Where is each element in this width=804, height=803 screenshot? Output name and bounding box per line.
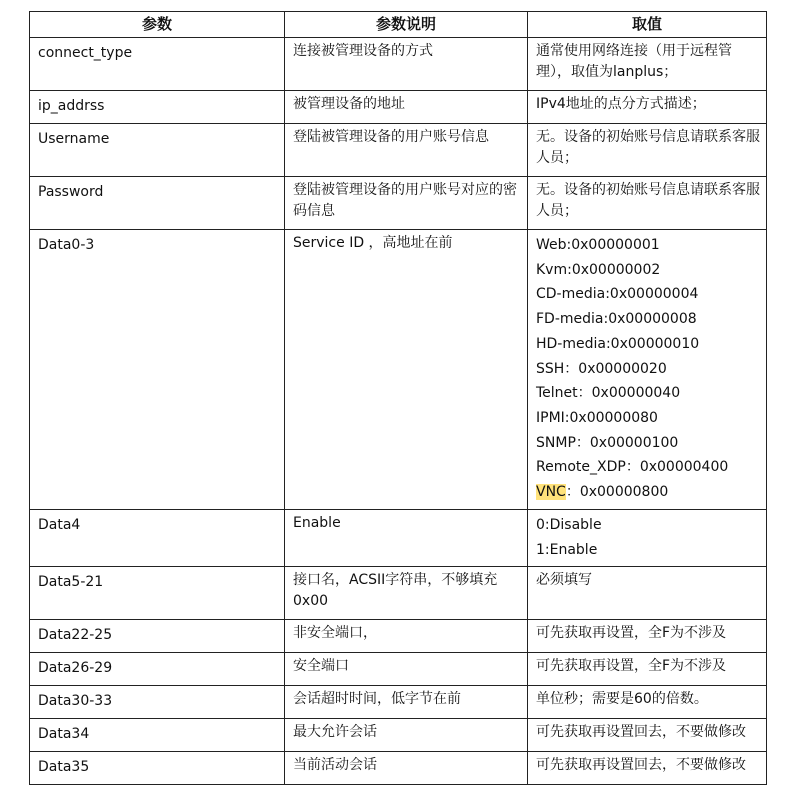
param-description: 当前活动会话 xyxy=(285,752,528,785)
service-id-value: SSH：0x00000020 xyxy=(536,360,667,377)
service-id-value: CD-media:0x00000004 xyxy=(536,286,699,303)
param-name: Password xyxy=(30,177,285,230)
header-param: 参数 xyxy=(30,12,285,38)
parameter-table xyxy=(29,11,767,785)
table-row xyxy=(30,686,767,719)
param-description: 登陆被管理设备的用户账号对应的密码信息 xyxy=(285,177,528,230)
service-id-value: FD-media:0x00000008 xyxy=(536,311,697,328)
table-row xyxy=(30,752,767,785)
param-value: 通常使用网络连接（用于远程管理），取值为lanplus； xyxy=(528,38,767,91)
service-id-value: IPMI:0x00000080 xyxy=(536,409,658,426)
table-row xyxy=(30,719,767,752)
param-description: Service ID ，高地址在前 xyxy=(285,230,528,510)
table-row xyxy=(30,38,767,91)
param-description: Enable xyxy=(285,510,528,567)
service-id-value: Kvm:0x00000002 xyxy=(536,261,661,278)
param-description: 安全端口 xyxy=(285,653,528,686)
header-description: 参数说明 xyxy=(285,12,528,38)
table-row xyxy=(30,230,767,510)
param-value: 可先获取再设置回去，不要做修改 xyxy=(528,752,767,785)
param-description: 连接被管理设备的方式 xyxy=(285,38,528,91)
param-value-list xyxy=(528,230,767,510)
param-value: IPv4地址的点分方式描述； xyxy=(528,91,767,124)
param-name: connect_type xyxy=(30,38,285,91)
table-row xyxy=(30,567,767,620)
param-description: 非安全端口， xyxy=(285,620,528,653)
param-name: Data34 xyxy=(30,719,285,752)
enable-option: 1:Enable xyxy=(536,541,598,558)
service-id-value: Telnet：0x00000040 xyxy=(536,385,681,402)
service-id-value: Web:0x00000001 xyxy=(536,237,660,253)
table-row xyxy=(30,620,767,653)
service-id-value: HD-media:0x00000010 xyxy=(536,335,700,352)
param-description: 接口名，ACSII字符串，不够填充0x00 xyxy=(285,567,528,620)
vnc-code: ：0x00000800 xyxy=(565,484,669,501)
param-value: 无。设备的初始账号信息请联系客服人员； xyxy=(528,124,767,177)
enable-option: 0:Disable xyxy=(536,517,602,533)
param-name: ip_addrss xyxy=(30,91,285,124)
param-value: 可先获取再设置，全F为不涉及 xyxy=(528,620,767,653)
param-value: 可先获取再设置，全F为不涉及 xyxy=(528,653,767,686)
service-id-value-vnc xyxy=(536,480,760,505)
param-name: Data35 xyxy=(30,752,285,785)
param-value: 可先获取再设置回去，不要做修改 xyxy=(528,719,767,752)
param-value: 单位秒；需要是60的倍数。 xyxy=(528,686,767,719)
param-name: Data5-21 xyxy=(30,567,285,620)
param-name: Username xyxy=(30,124,285,177)
param-name: Data4 xyxy=(30,510,285,567)
param-description: 最大允许会话 xyxy=(285,719,528,752)
param-name: Data30-33 xyxy=(30,686,285,719)
vnc-highlight: VNC xyxy=(536,484,566,501)
param-value: 无。设备的初始账号信息请联系客服人员； xyxy=(528,177,767,230)
param-description: 登陆被管理设备的用户账号信息 xyxy=(285,124,528,177)
param-value: 必须填写 xyxy=(528,567,767,620)
table-row xyxy=(30,177,767,230)
table-header-row xyxy=(30,12,767,38)
param-name: Data26-29 xyxy=(30,653,285,686)
header-value: 取值 xyxy=(528,12,767,38)
table-row xyxy=(30,510,767,567)
param-description: 被管理设备的地址 xyxy=(285,91,528,124)
table-row xyxy=(30,91,767,124)
param-value-list xyxy=(528,510,767,567)
table-row xyxy=(30,124,767,177)
param-name: Data22-25 xyxy=(30,620,285,653)
param-description: 会话超时时间，低字节在前 xyxy=(285,686,528,719)
service-id-value: Remote_XDP：0x00000400 xyxy=(536,459,729,476)
service-id-value: SNMP：0x00000100 xyxy=(536,434,679,451)
param-name: Data0-3 xyxy=(30,230,285,510)
table-row xyxy=(30,653,767,686)
